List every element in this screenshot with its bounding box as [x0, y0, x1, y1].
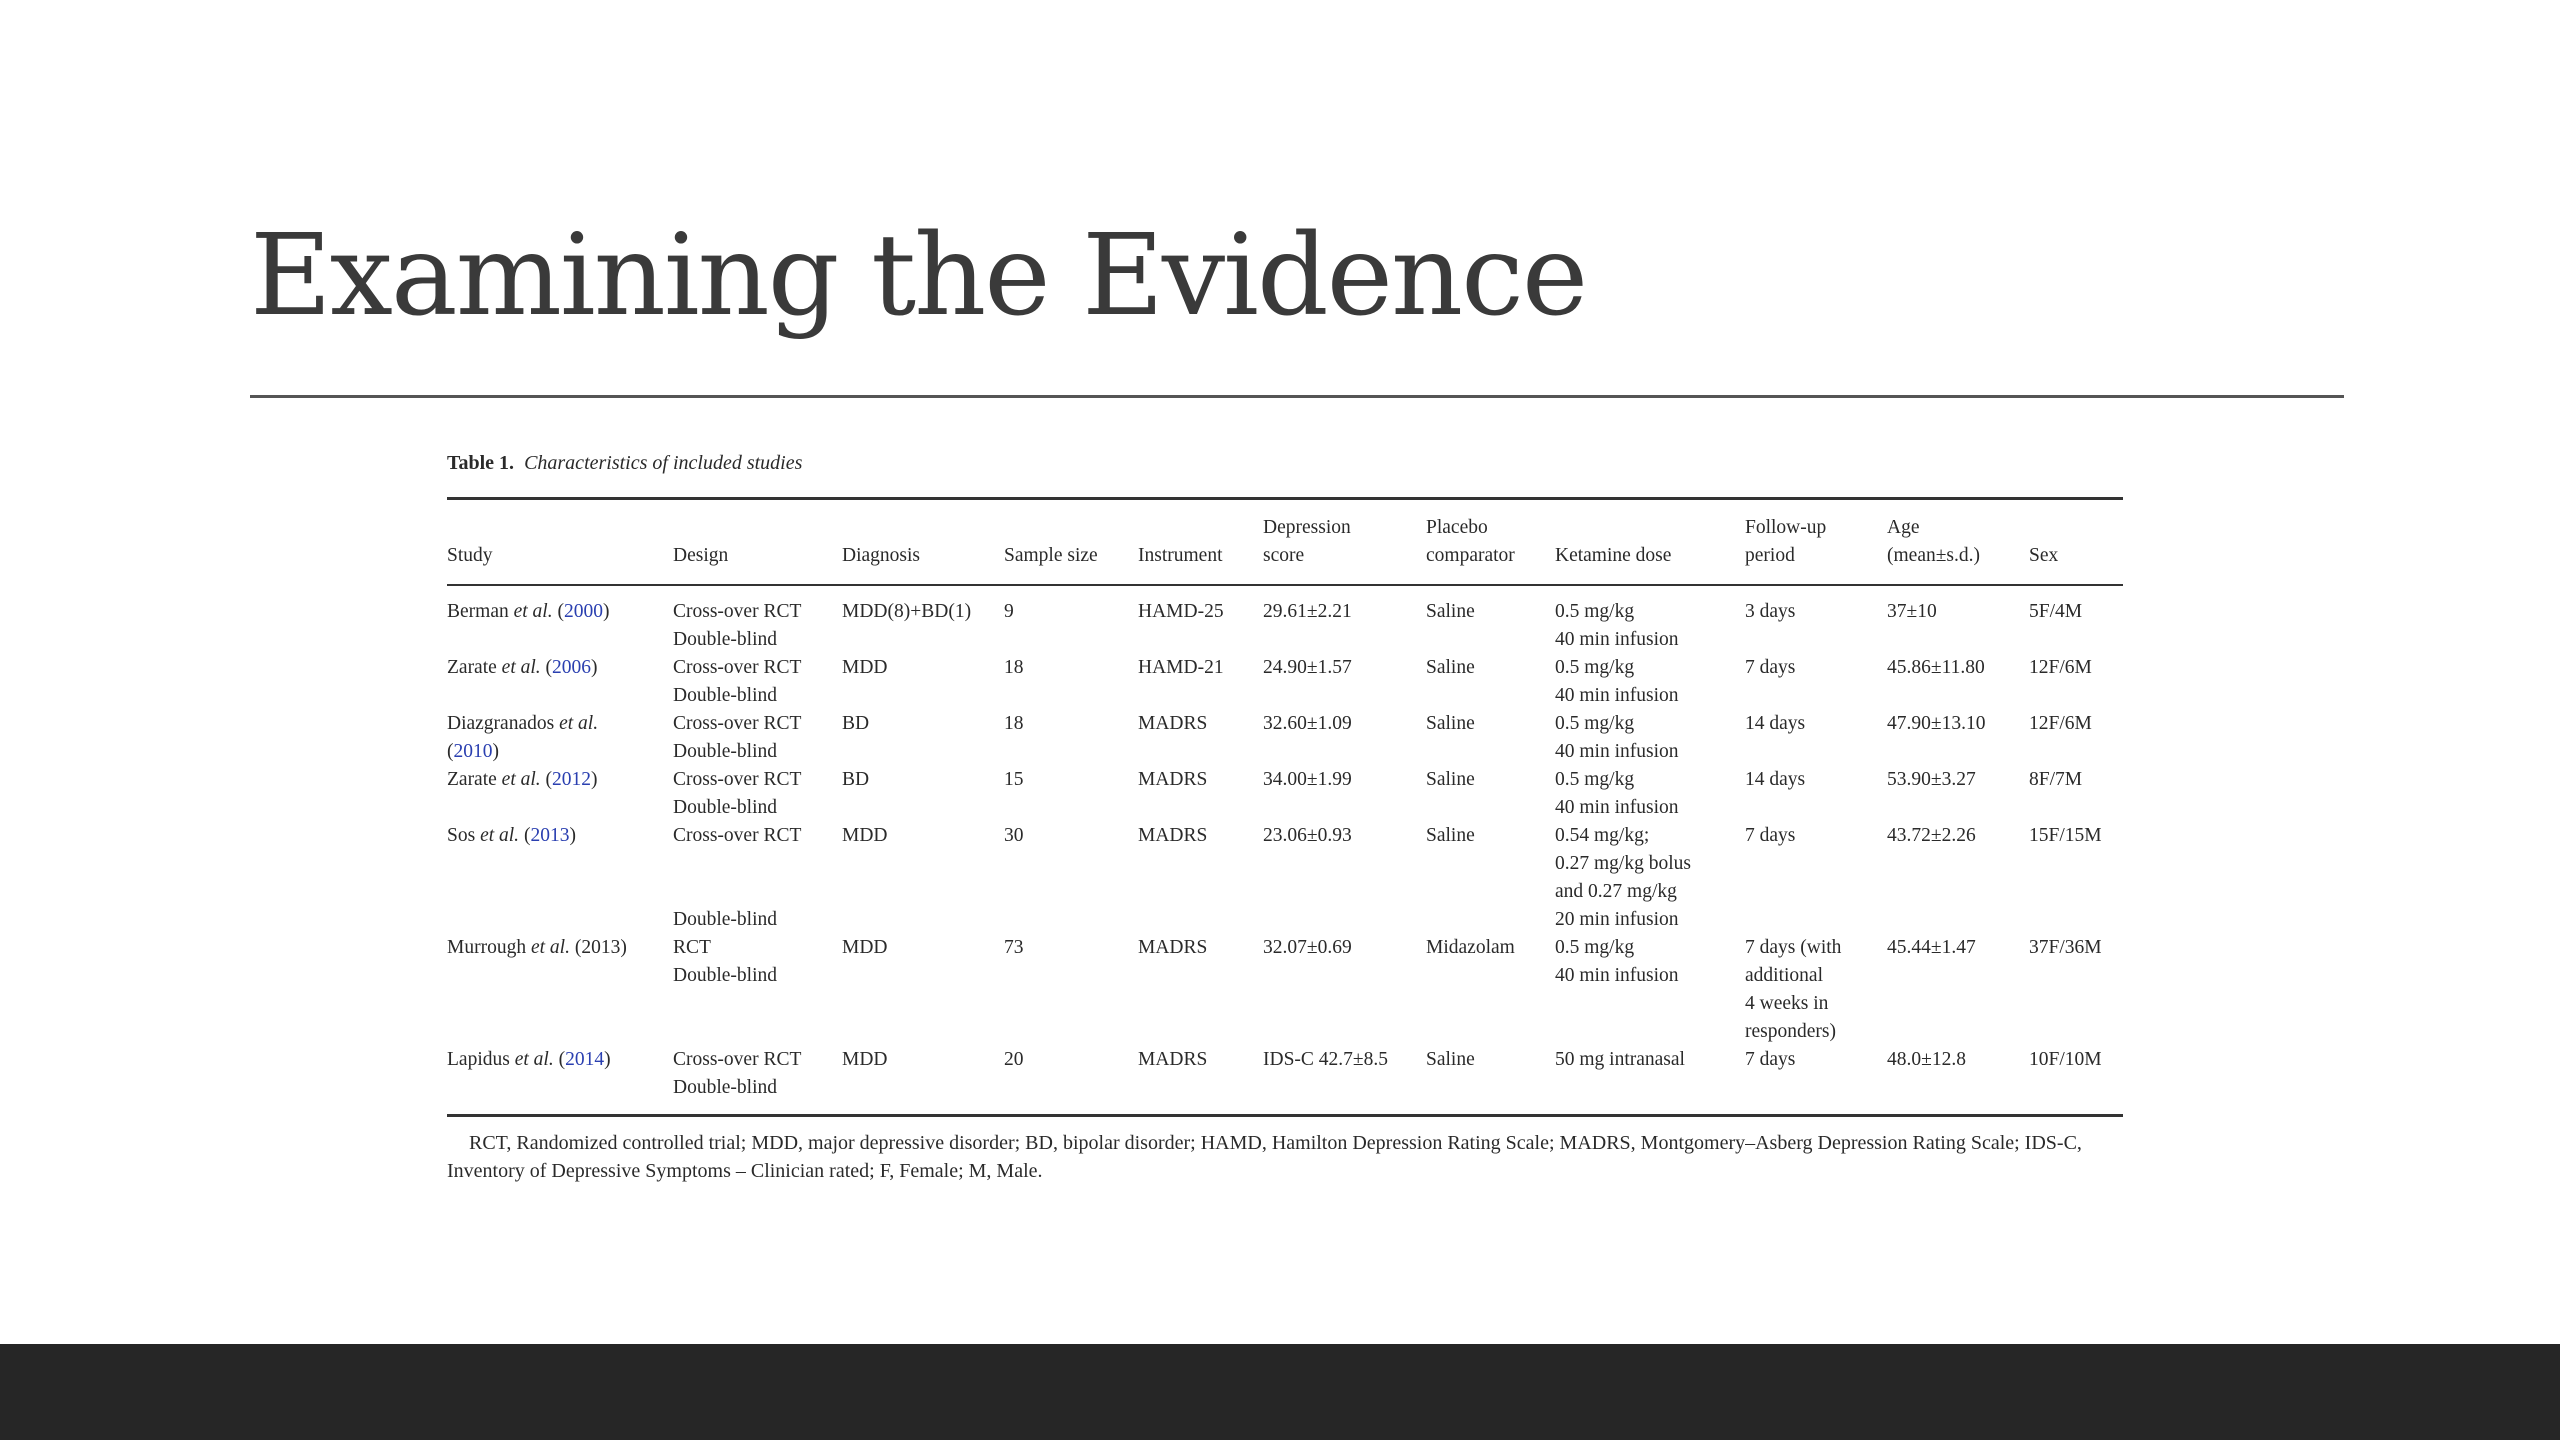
cell-follow-up: 14 days: [1745, 713, 1806, 734]
cell-sample-size: 15: [1004, 769, 1024, 790]
cell-study: [447, 585, 673, 654]
study-etal: et al.: [559, 713, 599, 734]
cell-depression-score: 24.90±1.57: [1263, 657, 1352, 678]
study-year-link[interactable]: 2012: [552, 769, 592, 790]
study-paren-open: (: [540, 657, 553, 678]
cell-follow-up: 7 days: [1745, 1049, 1796, 1070]
cell-depression-score: 32.07±0.69: [1263, 937, 1352, 958]
study-year-link[interactable]: 2014: [565, 1049, 605, 1070]
table-caption-text: Characteristics of included studies: [524, 452, 803, 474]
header-diagnosis: Diagnosis: [842, 545, 920, 566]
cell-sex: 10F/10M: [2029, 1049, 2102, 1070]
study-paren-open: (: [540, 769, 553, 790]
cell-diagnosis: MDD: [842, 825, 888, 846]
cell-instrument: MADRS: [1138, 769, 1208, 790]
cell-follow-up: 3 days: [1745, 601, 1796, 622]
cell-sex: 5F/4M: [2029, 601, 2083, 622]
header-follow-up-period: Follow-up period: [1745, 517, 1827, 566]
cell-follow-up: 7 days: [1745, 657, 1796, 678]
cell-placebo: Saline: [1426, 601, 1475, 622]
cell-design: Cross-over RCT Double-blind: [673, 769, 802, 818]
table-row: [447, 585, 2123, 654]
study-etal: et al.: [514, 1049, 554, 1070]
study-paren-close: ): [569, 825, 576, 846]
study-author: Lapidus: [447, 1049, 515, 1070]
cell-diagnosis: BD: [842, 713, 870, 734]
cell-ketamine-dose: 0.5 mg/kg 40 min infusion: [1555, 713, 1679, 762]
study-year-link[interactable]: 2000: [563, 601, 603, 622]
cell-age: 53.90±3.27: [1887, 769, 1976, 790]
header-sample-size: Sample size: [1004, 545, 1098, 566]
cell-placebo: Saline: [1426, 713, 1475, 734]
cell-age: 43.72±2.26: [1887, 825, 1976, 846]
cell-age: 37±10: [1887, 601, 1937, 622]
cell-instrument: HAMD-25: [1138, 601, 1224, 622]
cell-ketamine-dose: 50 mg intranasal: [1555, 1049, 1685, 1070]
study-author: Murrough: [447, 937, 531, 958]
cell-placebo: Saline: [1426, 1049, 1475, 1070]
header-depression-score: Depression score: [1263, 517, 1351, 566]
cell-study: [447, 934, 673, 1046]
study-paren-close: ): [591, 769, 598, 790]
table-footnote: RCT, Randomized controlled trial; MDD, major depressive disorder; BD, bipolar disorder; HAMD, Hamilton Depression Rating Scale; MADRS, Montgomery–Asberg Depression Rating Scale; IDS-C, Inventory of Depressive Symptoms – Clinician rated; F, Female; M, Male.: [447, 1132, 2082, 1182]
cell-ketamine-dose: 0.54 mg/kg; 0.27 mg/kg bolus and 0.27 mg/kg 20 min infusion: [1555, 825, 1691, 930]
cell-instrument: MADRS: [1138, 825, 1208, 846]
table-figure: [447, 452, 2123, 1185]
cell-placebo: Saline: [1426, 825, 1475, 846]
table-body: [447, 585, 2123, 1116]
studies-table: [447, 497, 2123, 1117]
cell-placebo: Saline: [1426, 657, 1475, 678]
cell-follow-up: 7 days: [1745, 825, 1796, 846]
study-paren-close: ): [591, 657, 598, 678]
cell-depression-score: 32.60±1.09: [1263, 713, 1352, 734]
table-caption-label: Table 1.: [447, 452, 515, 474]
study-etal: et al.: [501, 657, 541, 678]
table-caption: [447, 452, 2123, 475]
table-row: [447, 654, 2123, 710]
cell-sex: 37F/36M: [2029, 937, 2102, 958]
study-paren-open: (: [447, 741, 454, 762]
cell-follow-up: 7 days (with additional 4 weeks in responders): [1745, 937, 1842, 1042]
study-paren-open: (: [569, 937, 582, 958]
header-design: Design: [673, 545, 729, 566]
study-etal: et al.: [530, 937, 570, 958]
study-paren-close: ): [492, 741, 499, 762]
header-instrument: Instrument: [1138, 545, 1223, 566]
study-author: Zarate: [447, 769, 502, 790]
footer-bar: [0, 1344, 2560, 1440]
table-row: [447, 710, 2123, 766]
table-header: [447, 499, 2123, 586]
study-year-link[interactable]: 2013: [530, 825, 570, 846]
cell-instrument: HAMD-21: [1138, 657, 1224, 678]
table-row: [447, 822, 2123, 934]
cell-sex: 12F/6M: [2029, 657, 2092, 678]
cell-design: Cross-over RCT Double-blind: [673, 713, 802, 762]
cell-diagnosis: MDD: [842, 1049, 888, 1070]
study-year-link[interactable]: 2006: [552, 657, 592, 678]
cell-placebo: Midazolam: [1426, 937, 1515, 958]
study-paren-close: ): [620, 937, 627, 958]
cell-depression-score: 29.61±2.21: [1263, 601, 1352, 622]
cell-follow-up: 14 days: [1745, 769, 1806, 790]
cell-diagnosis: BD: [842, 769, 870, 790]
study-author: Berman: [447, 601, 514, 622]
header-sex: Sex: [2029, 545, 2059, 566]
cell-sample-size: 18: [1004, 713, 1024, 734]
study-author: Sos: [447, 825, 481, 846]
table-row: [447, 934, 2123, 1046]
cell-study: [447, 710, 673, 766]
study-etal: et al.: [501, 769, 541, 790]
cell-diagnosis: MDD: [842, 937, 888, 958]
study-year: 2013: [581, 937, 621, 958]
cell-sample-size: 9: [1004, 601, 1014, 622]
cell-design: RCT Double-blind: [673, 937, 777, 986]
study-author: Zarate: [447, 657, 502, 678]
header-age: Age (mean±s.d.): [1887, 517, 1981, 566]
cell-depression-score: 23.06±0.93: [1263, 825, 1352, 846]
cell-design: Cross-over RCT Double-blind: [673, 1049, 802, 1098]
cell-instrument: MADRS: [1138, 937, 1208, 958]
cell-ketamine-dose: 0.5 mg/kg 40 min infusion: [1555, 601, 1679, 650]
cell-sex: 12F/6M: [2029, 713, 2092, 734]
cell-sample-size: 20: [1004, 1049, 1024, 1070]
study-etal: et al.: [480, 825, 520, 846]
header-ketamine-dose: Ketamine dose: [1555, 545, 1672, 566]
cell-placebo: Saline: [1426, 769, 1475, 790]
study-paren-close: ): [604, 1049, 611, 1070]
cell-design: Cross-over RCT Double-blind: [673, 657, 802, 706]
cell-study: [447, 766, 673, 822]
slide-title: Examining the Evidence: [250, 211, 1587, 341]
cell-ketamine-dose: 0.5 mg/kg 40 min infusion: [1555, 937, 1679, 986]
cell-age: 45.44±1.47: [1887, 937, 1976, 958]
cell-instrument: MADRS: [1138, 713, 1208, 734]
cell-sample-size: 18: [1004, 657, 1024, 678]
cell-ketamine-dose: 0.5 mg/kg 40 min infusion: [1555, 657, 1679, 706]
cell-depression-score: 34.00±1.99: [1263, 769, 1352, 790]
cell-age: 47.90±13.10: [1887, 713, 1986, 734]
cell-age: 48.0±12.8: [1887, 1049, 1966, 1070]
cell-diagnosis: MDD: [842, 657, 888, 678]
study-author: Diazgranados: [447, 713, 560, 734]
study-etal: et al.: [513, 601, 553, 622]
cell-study: [447, 1046, 673, 1116]
study-paren-open: (: [519, 825, 531, 846]
cell-instrument: MADRS: [1138, 1049, 1208, 1070]
cell-diagnosis: MDD(8)+BD(1): [842, 601, 972, 622]
study-paren-open: (: [552, 601, 564, 622]
cell-age: 45.86±11.80: [1887, 657, 1985, 678]
study-paren-close: ): [602, 601, 610, 622]
cell-depression-score: IDS-C 42.7±8.5: [1263, 1049, 1388, 1070]
header-placebo-comparator: Placebo comparator: [1426, 517, 1515, 566]
title-divider: [250, 395, 2344, 398]
cell-design: Cross-over RCT Double-blind: [673, 601, 802, 650]
cell-sex: 15F/15M: [2029, 825, 2102, 846]
table-row: [447, 1046, 2123, 1116]
cell-ketamine-dose: 0.5 mg/kg 40 min infusion: [1555, 769, 1679, 818]
cell-sample-size: 73: [1004, 937, 1024, 958]
cell-sex: 8F/7M: [2029, 769, 2083, 790]
table-row: [447, 766, 2123, 822]
cell-design: Cross-over RCT Double-blind: [673, 825, 802, 930]
cell-study: [447, 822, 673, 934]
study-paren-open: (: [553, 1049, 566, 1070]
header-study: Study: [447, 545, 493, 566]
table-header-row: [447, 499, 2123, 586]
study-year-link[interactable]: 2010: [453, 741, 493, 762]
cell-study: [447, 654, 673, 710]
cell-sample-size: 30: [1004, 825, 1024, 846]
